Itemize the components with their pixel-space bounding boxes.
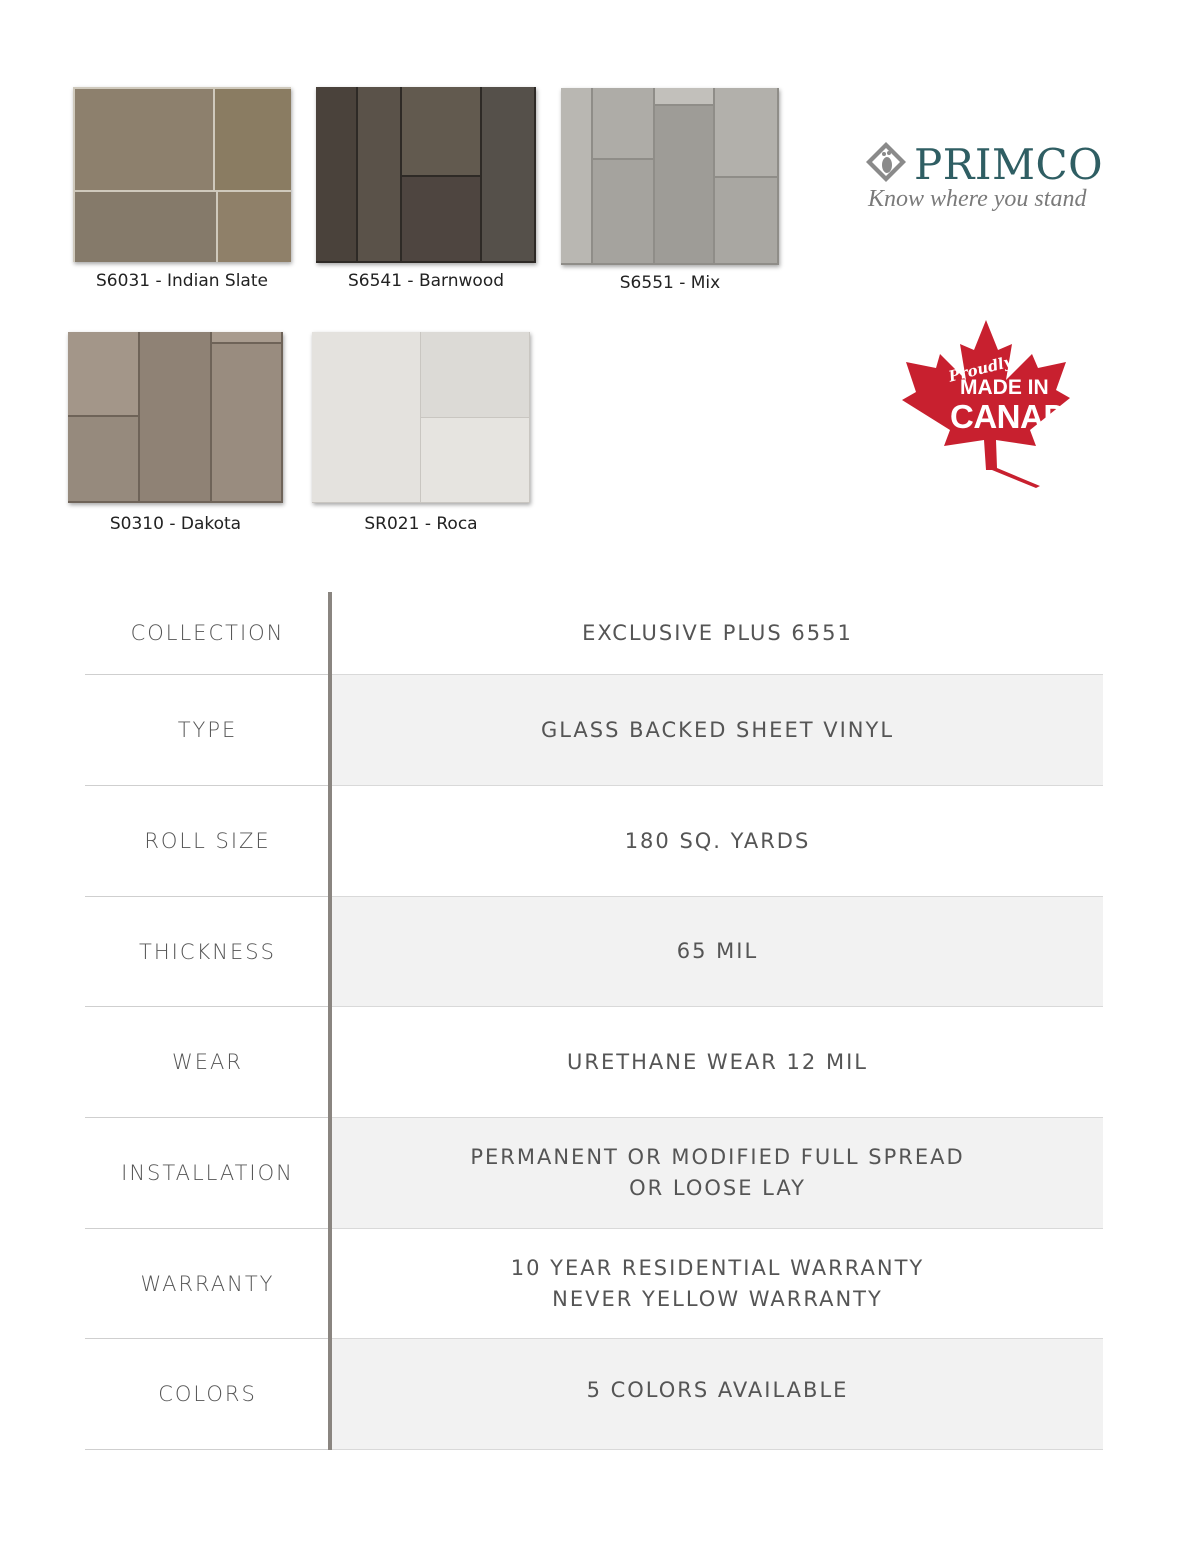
swatch-image-indian-slate	[73, 87, 291, 262]
spec-value: PERMANENT OR MODIFIED FULL SPREAD OR LOOSE LAY	[332, 1118, 1103, 1229]
spec-label: TYPE	[85, 675, 330, 786]
brand-tagline: Know where you stand	[868, 186, 1087, 212]
primco-logo	[862, 140, 1112, 220]
swatch-image-roca	[312, 332, 530, 503]
spec-value: EXCLUSIVE PLUS 6551	[332, 592, 1103, 675]
swatch-indian-slate	[73, 87, 291, 291]
spec-value: GLASS BACKED SHEET VINYL	[332, 675, 1103, 786]
spec-label: ROLL SIZE	[85, 786, 330, 897]
spec-label: WARRANTY	[85, 1229, 330, 1339]
brand-name: PRIMCO	[914, 140, 1104, 189]
swatch-caption: SR021 - Roca	[364, 514, 478, 534]
swatch-dakota	[68, 332, 283, 537]
spec-row-installation	[85, 1118, 1103, 1229]
badge-made-in: MADE IN	[960, 376, 1049, 399]
spec-row-thickness	[85, 897, 1103, 1007]
swatch-image-mix	[561, 88, 779, 265]
spec-value: 10 YEAR RESIDENTIAL WARRANTY NEVER YELLOW WARRANTY	[332, 1229, 1103, 1339]
spec-label: WEAR	[85, 1007, 330, 1118]
spec-label: INSTALLATION	[85, 1118, 330, 1229]
spec-row-roll-size	[85, 786, 1103, 897]
spec-value: URETHANE WEAR 12 MIL	[332, 1007, 1103, 1118]
spec-label: THICKNESS	[85, 897, 330, 1007]
swatch-image-dakota	[68, 332, 283, 503]
swatch-mix	[561, 88, 779, 293]
spec-label: COLLECTION	[85, 592, 330, 675]
spec-row-warranty	[85, 1229, 1103, 1339]
swatch-caption: S0310 - Dakota	[109, 514, 242, 534]
footprint-logo-icon	[864, 140, 908, 184]
badge-proudly: Proudly	[946, 352, 1015, 386]
swatch-caption: S6541 - Barnwood	[347, 271, 505, 291]
made-in-canada-badge	[900, 318, 1090, 490]
spec-label: COLORS	[85, 1339, 330, 1450]
spec-row-colors	[85, 1339, 1103, 1450]
swatch-barnwood	[316, 87, 536, 291]
spec-row-type	[85, 675, 1103, 786]
table-divider	[328, 592, 332, 1450]
spec-value: 5 COLORS AVAILABLE	[332, 1339, 1103, 1450]
spec-row-wear	[85, 1007, 1103, 1118]
spec-value: 65 MIL	[332, 897, 1103, 1007]
swatch-caption: S6551 - Mix	[619, 273, 721, 293]
swatch-roca	[312, 332, 530, 537]
badge-canada: CANADA	[950, 398, 1090, 435]
swatch-caption: S6031 - Indian Slate	[96, 271, 268, 291]
swatch-image-barnwood	[316, 87, 536, 263]
spec-row-collection	[85, 592, 1103, 675]
spec-value: 180 SQ. YARDS	[332, 786, 1103, 897]
